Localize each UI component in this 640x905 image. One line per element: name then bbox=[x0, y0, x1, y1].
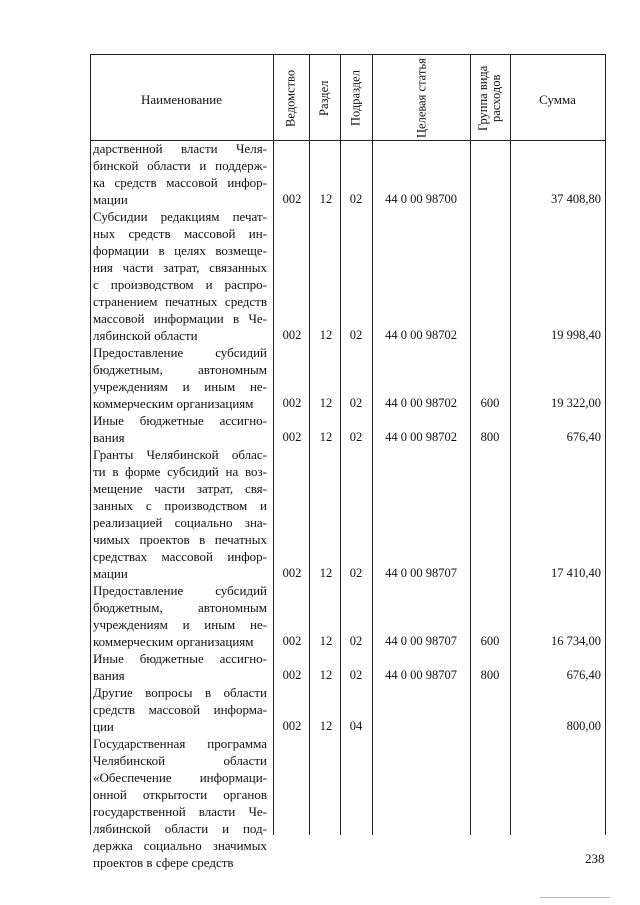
row-vedomstvo: 002 bbox=[282, 192, 302, 206]
row-razdel: 12 bbox=[319, 634, 333, 648]
table-right-border bbox=[605, 54, 606, 835]
row-podrazdel: 02 bbox=[349, 668, 363, 682]
row-summa: 19 322,00 bbox=[551, 396, 601, 410]
header-podrazdel: Подраздел bbox=[348, 70, 363, 126]
row-name-line: ных средств массовой ин- bbox=[93, 226, 267, 241]
row-celevaya-statya: 44 0 00 98700 bbox=[385, 192, 457, 206]
row-name-line: мещение части затрат, свя- bbox=[93, 481, 267, 496]
row-name-line: Гранты Челябинской облас- bbox=[93, 447, 267, 462]
row-name-line: учреждениям и иным не- bbox=[93, 379, 267, 394]
row-name-line: Субсидии редакциям печат- bbox=[93, 209, 267, 224]
row-vedomstvo: 002 bbox=[282, 719, 302, 733]
row-name-line: формации в целях возмеще- bbox=[93, 243, 267, 258]
row-name-line: Иные бюджетные ассигно- bbox=[93, 651, 267, 666]
row-razdel: 12 bbox=[319, 566, 333, 580]
row-podrazdel: 02 bbox=[349, 634, 363, 648]
row-razdel: 12 bbox=[319, 396, 333, 410]
row-summa: 676,40 bbox=[566, 430, 601, 444]
row-summa: 16 734,00 bbox=[551, 634, 601, 648]
row-celevaya-statya: 44 0 00 98702 bbox=[385, 396, 457, 410]
row-celevaya-statya: 44 0 00 98707 bbox=[385, 634, 457, 648]
row-name-line: ции bbox=[93, 719, 114, 734]
row-podrazdel: 02 bbox=[349, 192, 363, 206]
row-summa: 17 410,40 bbox=[551, 566, 601, 580]
row-gruppa: 800 bbox=[480, 668, 500, 682]
row-name-line: лябинской области bbox=[93, 328, 198, 343]
row-name-line: Другие вопросы в области bbox=[93, 685, 267, 700]
row-name-line: мации bbox=[93, 192, 128, 207]
header-razdel: Раздел bbox=[317, 80, 331, 116]
row-podrazdel: 02 bbox=[349, 430, 363, 444]
row-razdel: 12 bbox=[319, 192, 333, 206]
row-name-line: ти в форме субсидий на воз- bbox=[93, 464, 267, 479]
row-name-line: проектов в сфере средств bbox=[93, 855, 234, 870]
row-vedomstvo: 002 bbox=[282, 566, 302, 580]
row-name-line: коммерческим организациям bbox=[93, 396, 254, 411]
row-name-line: вания bbox=[93, 430, 125, 445]
row-razdel: 12 bbox=[319, 430, 333, 444]
row-razdel: 12 bbox=[319, 328, 333, 342]
row-name-line: бинской области и поддерж- bbox=[93, 158, 267, 173]
row-name-line: ка средств массовой инфор- bbox=[93, 175, 267, 190]
row-name-line: ния части затрат, связанных bbox=[93, 260, 267, 275]
row-podrazdel: 04 bbox=[349, 719, 363, 733]
row-name-line: Предоставление субсидий bbox=[93, 583, 267, 598]
row-name-line: средствах массовой инфор- bbox=[93, 549, 267, 564]
row-name-line: государственной власти Че- bbox=[93, 804, 267, 819]
row-vedomstvo: 002 bbox=[282, 634, 302, 648]
row-name-line: Предоставление субсидий bbox=[93, 345, 267, 360]
row-gruppa: 800 bbox=[480, 430, 500, 444]
row-name-line: вания bbox=[93, 668, 125, 683]
row-summa: 800,00 bbox=[566, 719, 601, 733]
col-divider bbox=[309, 54, 310, 835]
row-name-line: средств массовой информа- bbox=[93, 702, 267, 717]
row-vedomstvo: 002 bbox=[282, 668, 302, 682]
row-vedomstvo: 002 bbox=[282, 396, 302, 410]
footer-scan-mark bbox=[540, 897, 610, 898]
header-celevaya-statya: Целевая статья bbox=[414, 58, 429, 138]
row-name-line: дарственной власти Челя- bbox=[93, 141, 267, 156]
row-podrazdel: 02 bbox=[349, 566, 363, 580]
header-name: Наименование bbox=[141, 92, 222, 107]
row-name-line: занных с производством и bbox=[93, 498, 267, 513]
row-name-line: онной открытости органов bbox=[93, 787, 267, 802]
header-gruppa-vida-rashodov: Группа вида расходов bbox=[476, 65, 503, 131]
col-divider bbox=[470, 54, 471, 835]
row-name-line: бюджетным, автономным bbox=[93, 600, 267, 615]
table-top-border bbox=[90, 54, 605, 55]
page-number: 238 bbox=[585, 851, 605, 866]
col-divider bbox=[510, 54, 511, 835]
row-podrazdel: 02 bbox=[349, 396, 363, 410]
row-name-line: держка социально значимых bbox=[93, 838, 267, 853]
row-name-line: учреждениям и иным не- bbox=[93, 617, 267, 632]
row-name-line: реализацией социально зна- bbox=[93, 515, 267, 530]
table-left-border bbox=[90, 54, 91, 835]
col-divider bbox=[340, 54, 341, 835]
header-summa: Сумма bbox=[539, 92, 576, 107]
col-divider bbox=[273, 54, 274, 835]
row-celevaya-statya: 44 0 00 98707 bbox=[385, 668, 457, 682]
row-gruppa: 600 bbox=[480, 634, 500, 648]
row-summa: 676,40 bbox=[566, 668, 601, 682]
row-razdel: 12 bbox=[319, 719, 333, 733]
row-summa: 37 408,80 bbox=[551, 192, 601, 206]
row-name-line: массовой информации в Че- bbox=[93, 311, 267, 326]
row-name-line: чимых проектов в печатных bbox=[93, 532, 267, 547]
row-name-line: Иные бюджетные ассигно- bbox=[93, 413, 267, 428]
row-name-line: «Обеспечение информаци- bbox=[93, 770, 267, 785]
row-name-line: коммерческим организациям bbox=[93, 634, 254, 649]
row-name-line: Государственная программа bbox=[93, 736, 267, 751]
row-name-line: с производством и распро- bbox=[93, 277, 267, 292]
row-name-line: Челябинской области bbox=[93, 753, 267, 768]
row-name-line: мации bbox=[93, 566, 128, 581]
row-gruppa: 600 bbox=[480, 396, 500, 410]
row-vedomstvo: 002 bbox=[282, 430, 302, 444]
row-celevaya-statya: 44 0 00 98702 bbox=[385, 430, 457, 444]
row-summa: 19 998,40 bbox=[551, 328, 601, 342]
row-celevaya-statya: 44 0 00 98702 bbox=[385, 328, 457, 342]
row-vedomstvo: 002 bbox=[282, 328, 302, 342]
row-name-line: лябинской области и под- bbox=[93, 821, 267, 836]
row-name-line: странением печатных средств bbox=[93, 294, 267, 309]
row-razdel: 12 bbox=[319, 668, 333, 682]
row-celevaya-statya: 44 0 00 98707 bbox=[385, 566, 457, 580]
header-vedomstvo: Ведомство bbox=[283, 69, 298, 127]
row-name-line: бюджетным, автономным bbox=[93, 362, 267, 377]
row-podrazdel: 02 bbox=[349, 328, 363, 342]
